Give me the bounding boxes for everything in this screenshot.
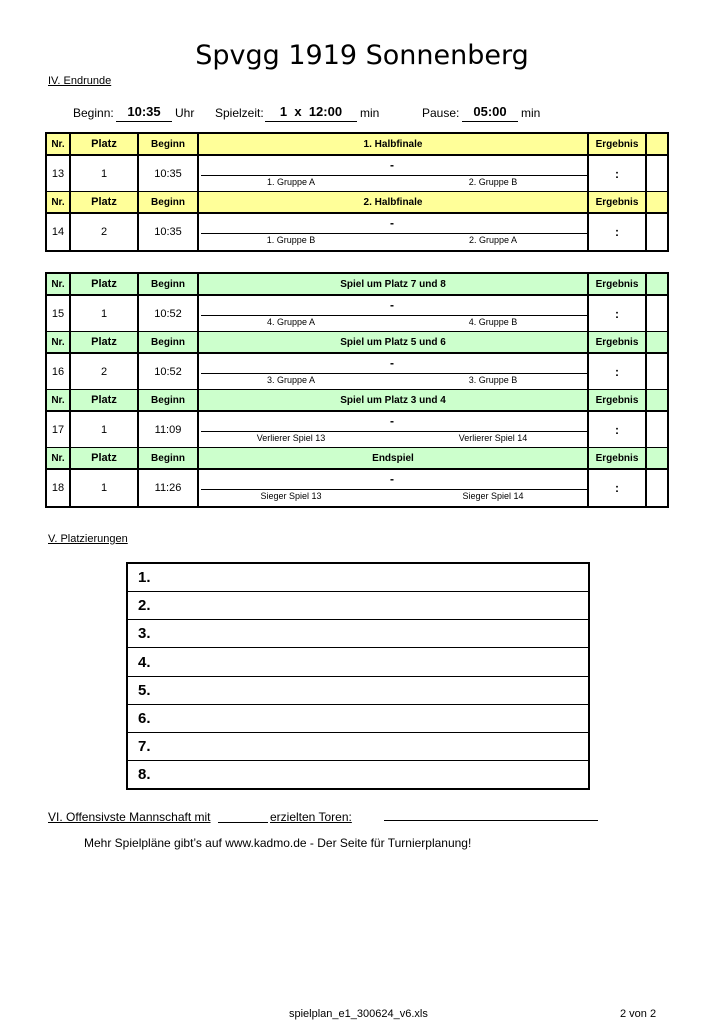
match-platz: 2 <box>71 354 139 390</box>
team-b: 4. Gruppe B <box>468 317 518 327</box>
header-nr: Nr. <box>47 448 71 468</box>
team-b: Verlierer Spiel 14 <box>458 433 528 443</box>
match-result: : <box>589 354 647 390</box>
section-endrunde-heading: IV. Endrunde <box>48 75 112 87</box>
match-result: : <box>589 214 647 250</box>
spielzeit-label: Spielzeit: <box>215 106 264 120</box>
pairing-line <box>201 315 587 316</box>
team-a: 3. Gruppe A <box>266 375 316 385</box>
pairing-dash: - <box>390 356 394 370</box>
header-blank <box>647 332 667 352</box>
header-platz: Platz <box>71 192 139 212</box>
match-pairing <box>199 156 589 192</box>
header-nr: Nr. <box>47 390 71 410</box>
match-beginn: 11:26 <box>139 470 199 506</box>
match-header-row <box>47 274 667 296</box>
team-a: 4. Gruppe A <box>266 317 316 327</box>
match-result: : <box>589 296 647 332</box>
match-header-row <box>47 390 667 412</box>
header-beginn: Beginn <box>139 134 199 154</box>
pairing-line <box>201 431 587 432</box>
goals-blank <box>218 822 268 823</box>
spielzeit-value: 1 x 12:00 <box>265 104 357 122</box>
match-header-row <box>47 134 667 156</box>
header-ergebnis: Ergebnis <box>589 448 647 468</box>
pairing-line <box>201 373 587 374</box>
match-group-2 <box>45 272 669 508</box>
uhr-label: Uhr <box>175 106 195 120</box>
beginn-label: Beginn: <box>73 106 114 120</box>
header-beginn: Beginn <box>139 332 199 352</box>
rank-row: 2. <box>128 592 588 620</box>
rank-row: 5. <box>128 677 588 705</box>
team-a: Verlierer Spiel 13 <box>256 433 326 443</box>
match-header-row <box>47 332 667 354</box>
pairing-dash: - <box>390 298 394 312</box>
header-beginn: Beginn <box>139 192 199 212</box>
match-title: 1. Halbfinale <box>199 134 589 154</box>
match-result: : <box>589 156 647 192</box>
team-a: Sieger Spiel 13 <box>260 491 322 501</box>
pairing-line <box>201 489 587 490</box>
match-header-row <box>47 448 667 470</box>
pause-unit: min <box>521 106 541 120</box>
pairing-dash: - <box>390 414 394 428</box>
match-nr: 13 <box>47 156 71 192</box>
match-row <box>47 214 667 250</box>
page-number: 2 von 2 <box>620 1008 657 1020</box>
match-title: 2. Halbfinale <box>199 192 589 212</box>
website-note: Mehr Spielpläne gibt’s auf www.kadmo.de - Der Seite für Turnierplanung! <box>84 836 472 850</box>
header-beginn: Beginn <box>139 390 199 410</box>
match-nr: 15 <box>47 296 71 332</box>
header-nr: Nr. <box>47 192 71 212</box>
header-nr: Nr. <box>47 134 71 154</box>
match-platz: 1 <box>71 156 139 192</box>
file-name: spielplan_e1_300624_v6.xls <box>289 1008 428 1020</box>
header-blank <box>647 448 667 468</box>
pairing-line <box>201 233 587 234</box>
team-b: 2. Gruppe B <box>468 177 518 187</box>
match-beginn: 10:35 <box>139 156 199 192</box>
match-title: Spiel um Platz 5 und 6 <box>199 332 589 352</box>
match-result: : <box>589 412 647 448</box>
match-platz: 1 <box>71 470 139 506</box>
match-row <box>47 156 667 192</box>
ranking-table <box>126 562 590 790</box>
offensive-team-label: VI. Offensivste Mannschaft mit <box>48 810 211 824</box>
match-beginn: 10:52 <box>139 354 199 390</box>
match-row <box>47 412 667 448</box>
pause-value: 05:00 <box>462 104 518 122</box>
match-result: : <box>589 470 647 506</box>
header-nr: Nr. <box>47 332 71 352</box>
match-nr: 18 <box>47 470 71 506</box>
pairing-dash: - <box>390 216 394 230</box>
header-nr: Nr. <box>47 274 71 294</box>
header-ergebnis: Ergebnis <box>589 390 647 410</box>
pairing-dash: - <box>390 472 394 486</box>
goals-label: erzielten Toren: <box>270 810 352 824</box>
pause-label: Pause: <box>422 106 460 120</box>
team-b: Sieger Spiel 14 <box>462 491 524 501</box>
header-blank <box>647 390 667 410</box>
pairing-line <box>201 175 587 176</box>
match-title: Endspiel <box>199 448 589 468</box>
header-platz: Platz <box>71 448 139 468</box>
match-pairing <box>199 214 589 250</box>
rank-row: 3. <box>128 620 588 648</box>
match-row <box>47 296 667 332</box>
rank-row: 7. <box>128 733 588 761</box>
match-platz: 1 <box>71 296 139 332</box>
page-title: Spvgg 1919 Sonnenberg <box>195 40 529 71</box>
match-nr: 16 <box>47 354 71 390</box>
match-title: Spiel um Platz 7 und 8 <box>199 274 589 294</box>
team-b: 3. Gruppe B <box>468 375 518 385</box>
match-blank <box>647 296 667 332</box>
rank-row: 6. <box>128 705 588 733</box>
match-nr: 14 <box>47 214 71 250</box>
match-blank <box>647 470 667 506</box>
match-platz: 1 <box>71 412 139 448</box>
header-blank <box>647 192 667 212</box>
spielzeit-unit: min <box>360 106 380 120</box>
rank-row: 1. <box>128 564 588 592</box>
header-platz: Platz <box>71 134 139 154</box>
header-ergebnis: Ergebnis <box>589 332 647 352</box>
rank-row: 4. <box>128 649 588 677</box>
header-platz: Platz <box>71 274 139 294</box>
header-platz: Platz <box>71 390 139 410</box>
match-group-1 <box>45 132 669 252</box>
match-pairing <box>199 470 589 506</box>
match-beginn: 11:09 <box>139 412 199 448</box>
beginn-value: 10:35 <box>116 104 172 122</box>
match-platz: 2 <box>71 214 139 250</box>
match-blank <box>647 156 667 192</box>
match-nr: 17 <box>47 412 71 448</box>
match-pairing <box>199 412 589 448</box>
match-blank <box>647 214 667 250</box>
match-pairing <box>199 296 589 332</box>
match-beginn: 10:35 <box>139 214 199 250</box>
header-ergebnis: Ergebnis <box>589 192 647 212</box>
team-blank <box>384 820 598 821</box>
match-header-row <box>47 192 667 214</box>
match-title: Spiel um Platz 3 und 4 <box>199 390 589 410</box>
pairing-dash: - <box>390 158 394 172</box>
team-a: 1. Gruppe B <box>266 235 316 245</box>
match-pairing <box>199 354 589 390</box>
schedule-info <box>0 106 724 126</box>
header-beginn: Beginn <box>139 448 199 468</box>
section-platzierungen-heading: V. Platzierungen <box>48 533 128 545</box>
header-platz: Platz <box>71 332 139 352</box>
header-blank <box>647 134 667 154</box>
match-row <box>47 354 667 390</box>
team-a: 1. Gruppe A <box>266 177 316 187</box>
header-ergebnis: Ergebnis <box>589 134 647 154</box>
match-blank <box>647 412 667 448</box>
header-blank <box>647 274 667 294</box>
header-ergebnis: Ergebnis <box>589 274 647 294</box>
rank-row: 8. <box>138 766 151 784</box>
match-beginn: 10:52 <box>139 296 199 332</box>
match-blank <box>647 354 667 390</box>
match-row <box>47 470 667 506</box>
header-beginn: Beginn <box>139 274 199 294</box>
team-b: 2. Gruppe A <box>468 235 518 245</box>
